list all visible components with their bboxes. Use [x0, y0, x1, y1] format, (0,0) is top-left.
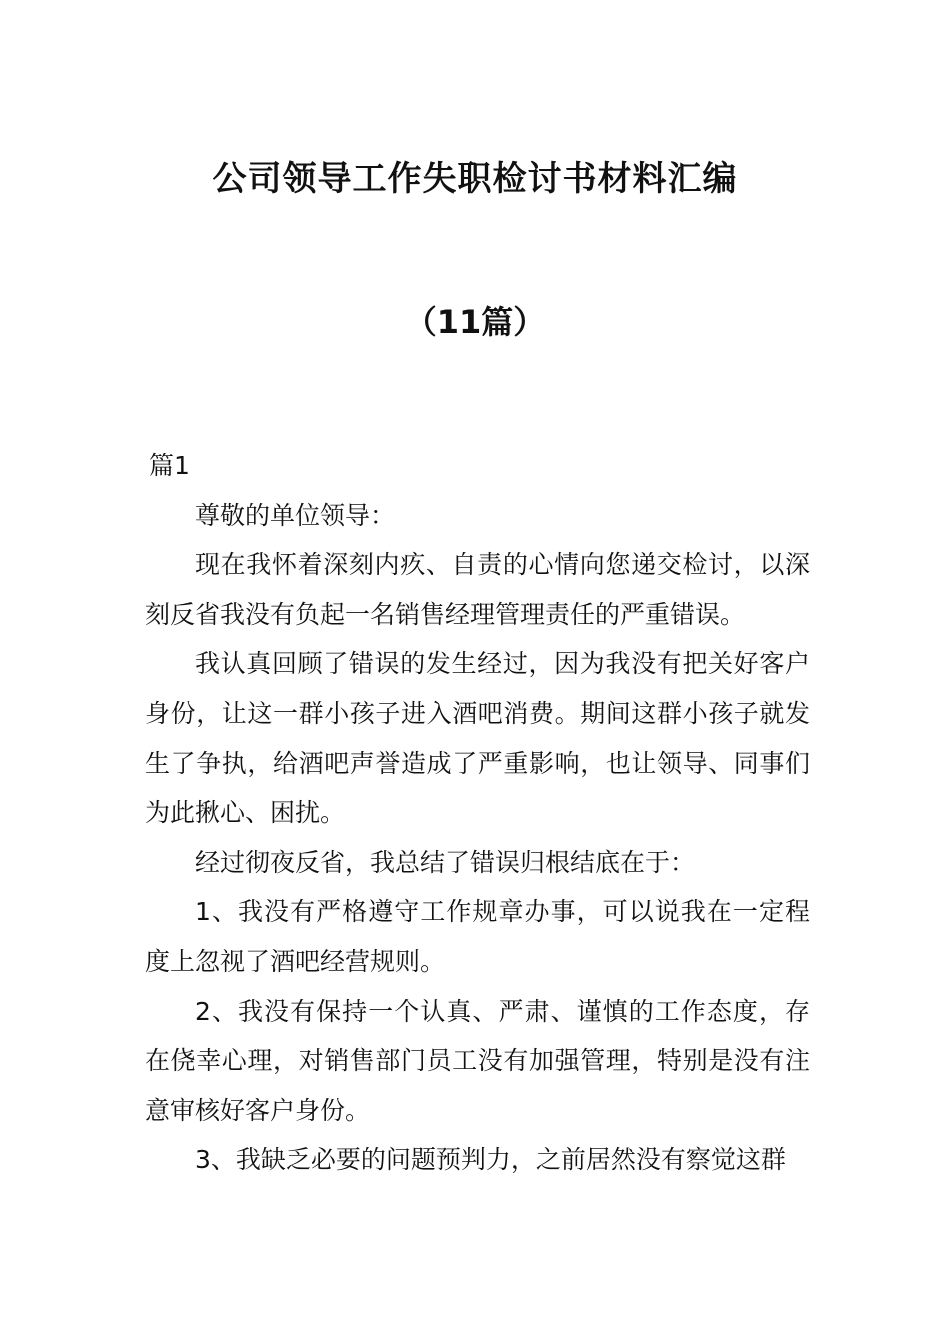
list-item-paragraph: 2、我没有保持一个认真、严肃、谨慎的工作态度，存在侥幸心理，对销售部门员工没有加强管理，特别是没有注意审核好客户身份。: [145, 996, 810, 1125]
document-subtitle: （11篇）: [404, 303, 546, 341]
body-paragraph: 现在我怀着深刻内疚、自责的心情向您递交检讨，以深刻反省我没有负起一名销售经理管理责任的严重错误。: [145, 550, 810, 629]
section-label: 篇1: [149, 451, 190, 480]
body-paragraph: 经过彻夜反省，我总结了错误归根结底在于：: [195, 847, 696, 877]
list-item-paragraph: 1、我没有严格遵守工作规章办事，可以说我在一定程度上忽视了酒吧经营规则。: [145, 897, 810, 976]
document-body: [145, 441, 810, 1185]
body-paragraph: 我认真回顾了错误的发生经过，因为我没有把关好客户身份，让这一群小孩子进入酒吧消费。期间这群小孩子就发生了争执，给酒吧声誉造成了严重影响，也让领导、同事们为此揪心、困扰。: [145, 649, 810, 828]
document-title: 公司领导工作失职检讨书材料汇编: [212, 159, 738, 199]
list-item-paragraph: 3、我缺乏必要的问题预判力，之前居然没有察觉这群: [195, 1145, 786, 1175]
salutation-paragraph: 尊敬的单位领导：: [195, 500, 396, 530]
